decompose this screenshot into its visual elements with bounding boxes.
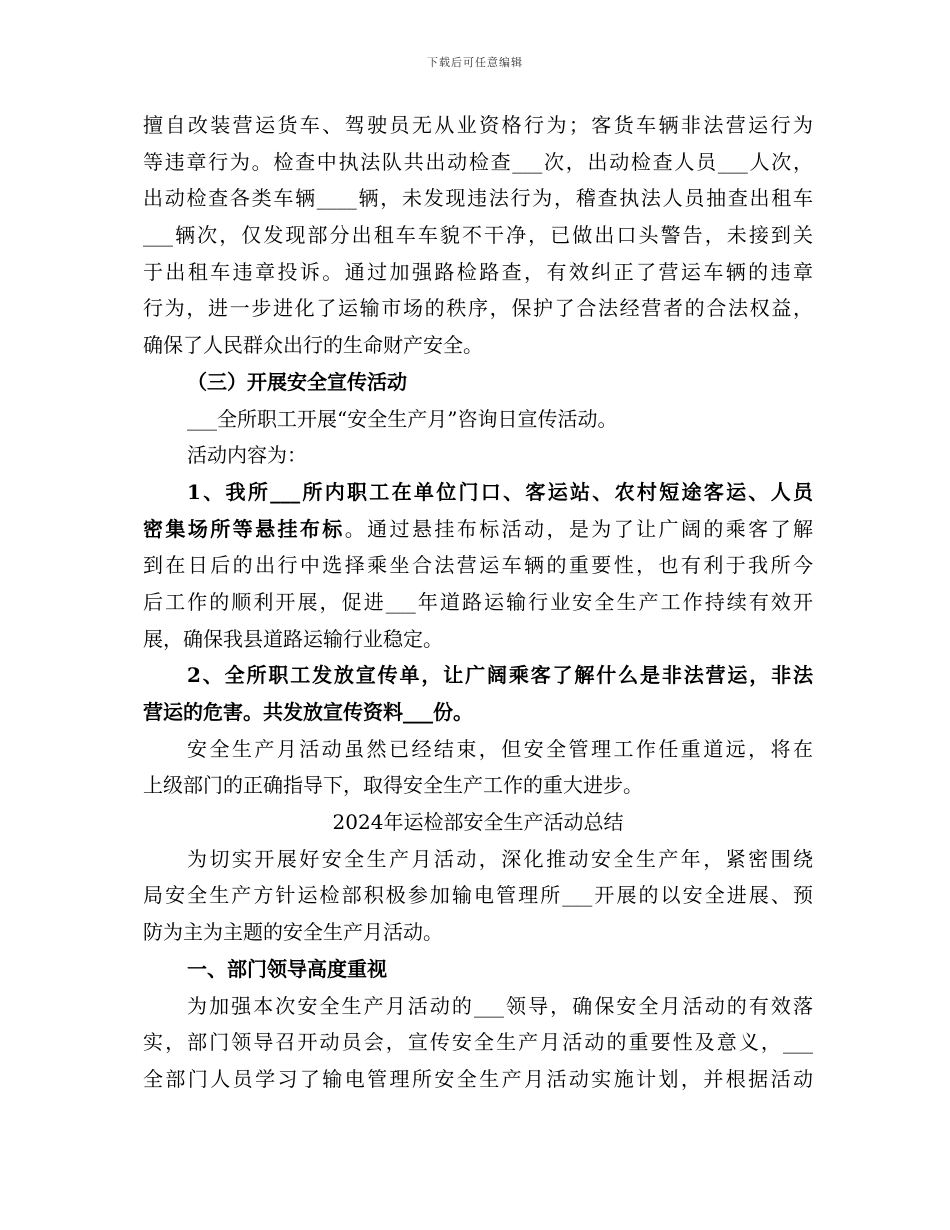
text-line: 活动内容为：: [187, 443, 307, 468]
text-line: ___辆次，仅发现部分出租车车貌不干净，已做出口头警告，未接到关: [143, 223, 813, 248]
text-line: 1、我所___所内职工在单位门口、客运站、农村短途客运、人员: [187, 479, 813, 504]
text-line: 到在日后的出行中选择乘坐合法营运车辆的重要性，也有利于我所今: [143, 553, 813, 578]
text-line: 后工作的顺利开展，促进___年道路运输行业安全生产工作持续有效开: [143, 589, 813, 614]
text-line: 等违章行为。检查中执法队共出动检查___次，出动检查人员___人次，: [143, 149, 813, 174]
text-line: 擅自改装营运货车、驾驶员无从业资格行为；客货车辆非法营运行为: [143, 113, 813, 137]
text-line: 上级部门的正确指导下，取得安全生产工作的重大进步。: [143, 773, 643, 798]
text-line: 2、全所职工发放宣传单，让广阔乘客了解什么是非法营运，非法: [187, 663, 813, 688]
text-line: 出动检查各类车辆____辆，未发现违法行为，稽查执法人员抽查出租车: [143, 186, 813, 211]
text-line: 局安全生产方针运检部积极参加输电管理所___开展的以安全进展、预: [143, 883, 813, 908]
text-line: 安全生产月活动虽然已经结束，但安全管理工作任重道远，将在: [187, 736, 813, 761]
text-line: 为加强本次安全生产月活动的___领导，确保安全月活动的有效落: [187, 993, 813, 1018]
text-line: 展，确保我县道路运输行业稳定。: [143, 626, 443, 651]
bold-text: 密集场所等悬挂布标: [143, 516, 345, 541]
text-line: 确保了人民群众出行的生命财产安全。: [143, 333, 483, 358]
text-line: [143, 511, 813, 548]
text-line: 防为主为主题的安全生产月活动。: [143, 920, 443, 945]
text-line: 行为，进一步进化了运输市场的秩序，保护了合法经营者的合法权益，: [143, 296, 813, 321]
text-line: 于出租车违章投诉。通过加强路检路查，有效纠正了营运车辆的违章: [143, 259, 813, 284]
text-line: 一、部门领导高度重视: [187, 956, 387, 981]
text-line: 实，部门领导召开动员会，宣传安全生产月活动的重要性及意义，___: [143, 1030, 813, 1055]
document-body: [143, 107, 813, 1098]
text-line: （三）开展安全宣传活动: [187, 369, 407, 394]
text-line: 2024年运检部安全生产活动总结: [332, 810, 624, 835]
text-line: 全部门人员学习了输电管理所安全生产月活动实施计划，并根据活动: [143, 1066, 813, 1091]
page-header: 下载后可任意编辑: [427, 56, 523, 69]
text-line: ___全所职工开展“安全生产月”咨询日宣传活动。: [187, 406, 618, 431]
text-line: 为切实开展好安全生产月活动，深化推动安全生产年，紧密围绕: [187, 846, 813, 871]
text-line: 营运的危害。共发放宣传资料___份。: [143, 700, 473, 724]
normal-text: 。通过悬挂布标活动，是为了让广阔的乘客了解: [344, 516, 814, 541]
